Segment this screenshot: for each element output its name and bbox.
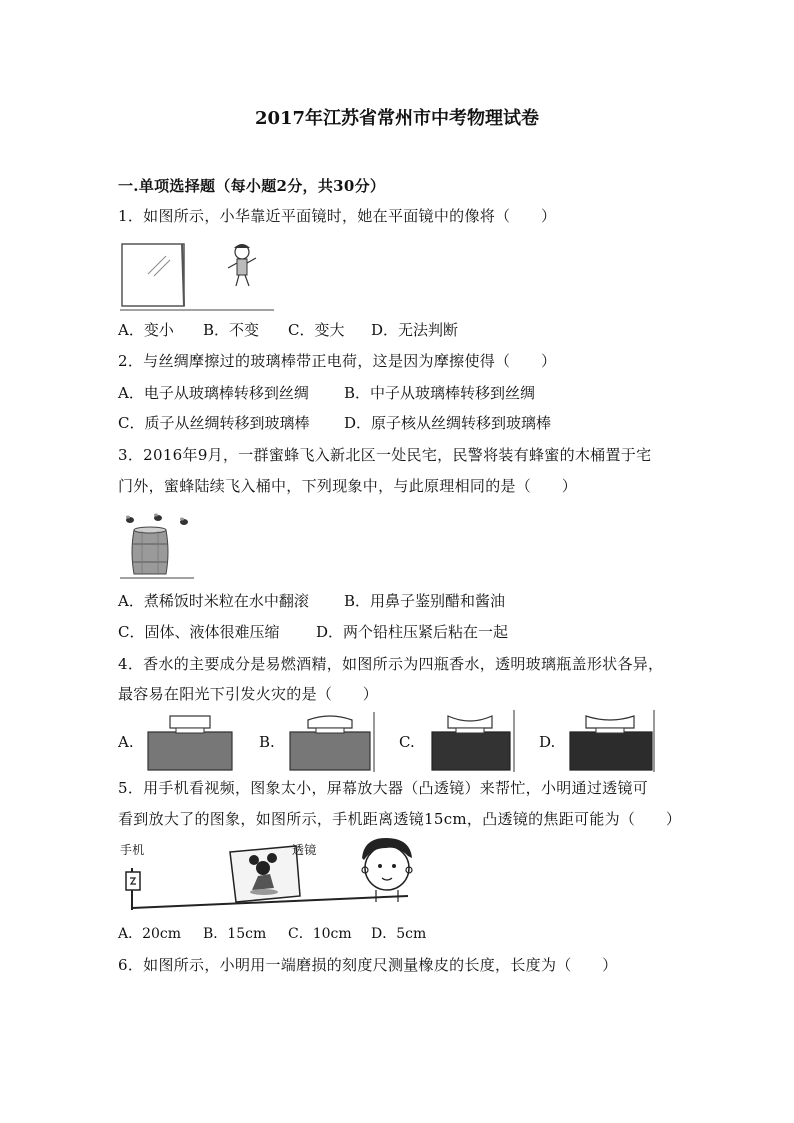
q3-option-a: A．煮稀饭时米粒在水中翻滚 [118,592,309,610]
bee-icon [126,516,134,524]
section-heading: 一.单项选择题（每小题2分，共30分） [118,177,386,195]
q2-option-c: C．质子从丝绸转移到玻璃棒 [118,414,310,432]
q5-option-d: D．5cm [371,926,427,942]
q4-bottle-a [138,714,234,772]
mirror-shape [122,244,184,306]
hair-shape [362,838,412,860]
q5-option-b: B．15cm [203,926,267,942]
q2-option-a: A．电子从玻璃棒转移到丝绸 [118,384,309,402]
lens-panel [230,846,300,902]
q4-stem-line-2: 最容易在阳光下引发火灾的是（ ） [118,685,379,703]
page-title: 2017年江苏省常州市中考物理试卷 [254,108,540,129]
q3-option-d: D．两个铅柱压紧后粘在一起 [316,623,509,641]
q1-option-c: C．变大 [288,321,345,339]
girl-figure [228,244,256,286]
q4-bottle-b [280,712,376,772]
bee-icon [180,518,188,526]
q5-stem-line-2: 看到放大了的图象，如图所示，手机距离透镜15cm，凸透镜的焦距可能为（ ） [118,810,682,828]
q5-phone-label: 手机 [120,843,145,857]
q3-barrel-figure [118,510,198,582]
q4-label-a: A. [118,733,134,751]
q5-boy-figure [354,836,420,904]
bee-icon [154,514,162,522]
q4-label-b: B. [259,733,275,751]
q3-stem-line-2: 门外，蜜蜂陆续飞入桶中，下列现象中，与此原理相同的是（ ） [118,477,578,495]
q4-bottle-c [420,710,516,772]
q4-stem-line-1: 4．香水的主要成分是易燃酒精，如图所示为四瓶香水，透明玻璃瓶盖形状各异， [118,655,664,673]
q5-lens-label: 透镜 [292,843,317,857]
q5-option-a: A．20cm [118,926,182,942]
q1-option-b: B．不变 [203,321,260,339]
q3-option-b: B．用鼻子鉴别醋和酱油 [344,592,506,610]
q6-stem: 6．如图所示，小明用一端磨损的刻度尺测量橡皮的长度，长度为（ ） [118,956,618,974]
concave-cap-shape [586,716,634,728]
q1-mirror-figure [118,238,278,314]
q5-stem-line-1: 5．用手机看视频，图象太小，屏幕放大器（凸透镜）来帮忙，小明通过透镜可 [118,779,649,797]
q2-option-b: B．中子从玻璃棒转移到丝绸 [344,384,536,402]
q1-stem: 1．如图所示，小华靠近平面镜时，她在平面镜中的像将（ ） [118,207,557,225]
q5-option-c: C．10cm [288,926,352,942]
q2-option-d: D．原子核从丝绸转移到玻璃棒 [344,414,552,432]
flat-cap-shape [170,716,210,728]
q4-label-c: C. [399,733,415,751]
q3-option-c: C．固体、液体很难压缩 [118,623,280,641]
q4-bottle-d [560,710,656,772]
q1-option-a: A．变小 [118,321,174,339]
q2-stem: 2．与丝绸摩擦过的玻璃棒带正电荷，这是因为摩擦使得（ ） [118,352,557,370]
q4-label-d: D. [539,733,556,751]
q1-option-d: D．无法判断 [371,321,459,339]
q3-stem-line-1: 3．2016年9月，一群蜜蜂飞入新北区一处民宅，民警将装有蜂蜜的木桶置于宅 [118,446,652,464]
barrel-shape [132,530,168,574]
convex-cap-shape [308,716,352,728]
phone-stand [126,868,140,910]
concave-cap-shape [448,716,492,728]
